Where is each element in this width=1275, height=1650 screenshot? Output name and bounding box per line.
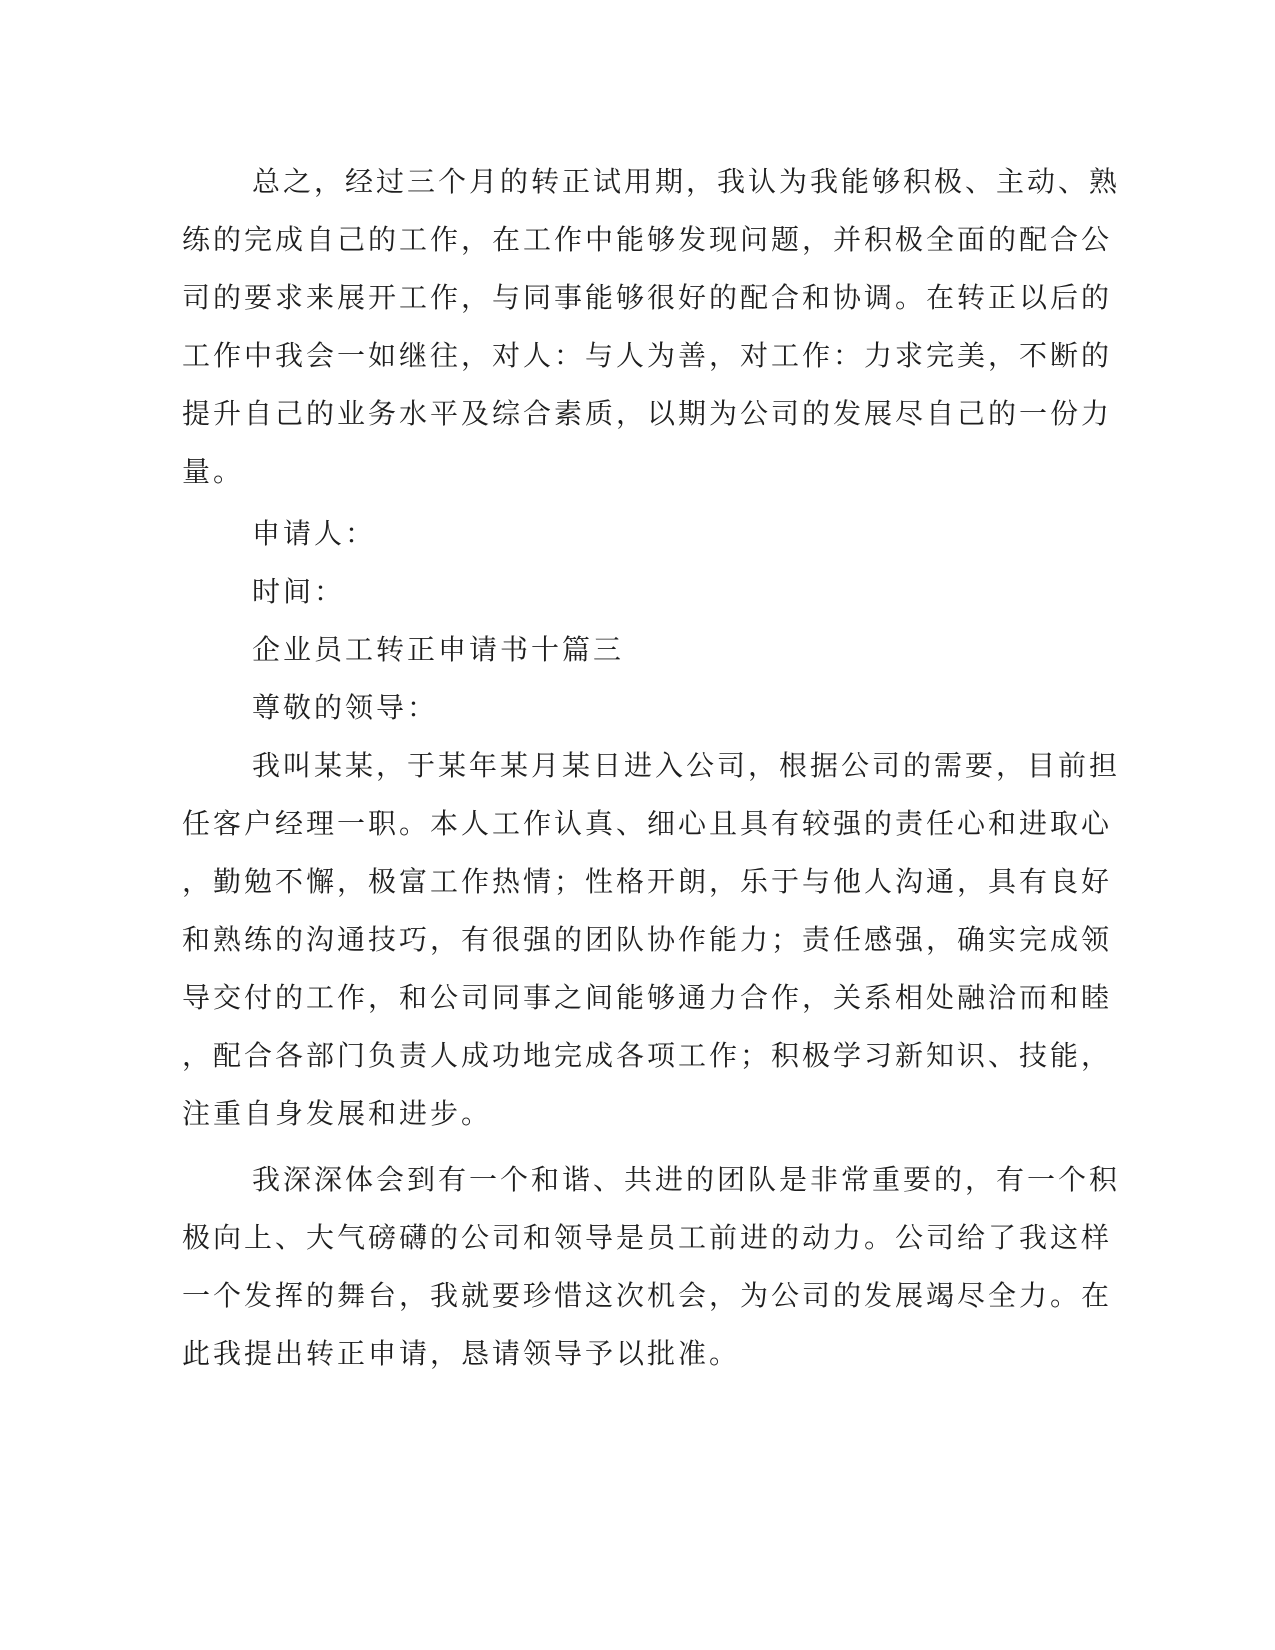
text-line: 练的完成自己的工作，在工作中能够发现问题，并积极全面的配合公	[182, 223, 1113, 256]
text-line: 和熟练的沟通技巧，有很强的团队协作能力；责任感强，确实完成领	[182, 923, 1113, 956]
text-line: 总之，经过三个月的转正试用期，我认为我能够积极、主动、熟	[252, 165, 1121, 198]
text-line: 司的要求来展开工作，与同事能够很好的配合和协调。在转正以后的	[182, 281, 1113, 314]
section-title: 企业员工转正申请书十篇三	[252, 633, 625, 666]
text-line: 我叫某某，于某年某月某日进入公司，根据公司的需要，目前担	[252, 749, 1121, 782]
text-line: 一个发挥的舞台，我就要珍惜这次机会，为公司的发展竭尽全力。在	[182, 1279, 1113, 1312]
text-line: ，勤勉不懈，极富工作热情；性格开朗，乐于与他人沟通，具有良好	[182, 865, 1113, 898]
text-line: 提升自己的业务水平及综合素质，以期为公司的发展尽自己的一份力	[182, 397, 1113, 430]
date-label: 时间：	[252, 575, 346, 608]
text-line: 注重自身发展和进步。	[182, 1097, 493, 1130]
text-line: 量。	[182, 455, 245, 488]
salutation: 尊敬的领导：	[252, 691, 439, 724]
applicant-label: 申请人：	[252, 517, 377, 550]
text-line: ，配合各部门负责人成功地完成各项工作；积极学习新知识、技能，	[182, 1039, 1113, 1072]
text-line: 我深深体会到有一个和谐、共进的团队是非常重要的，有一个积	[252, 1163, 1121, 1196]
text-line: 极向上、大气磅礴的公司和领导是员工前进的动力。公司给了我这样	[182, 1221, 1113, 1254]
text-line: 任客户经理一职。本人工作认真、细心且具有较强的责任心和进取心	[182, 807, 1113, 840]
text-line: 此我提出转正申请，恳请领导予以批准。	[182, 1337, 741, 1370]
text-line: 导交付的工作，和公司同事之间能够通力合作，关系相处融洽而和睦	[182, 981, 1113, 1014]
text-line: 工作中我会一如继往，对人：与人为善，对工作：力求完美，不断的	[182, 339, 1113, 372]
